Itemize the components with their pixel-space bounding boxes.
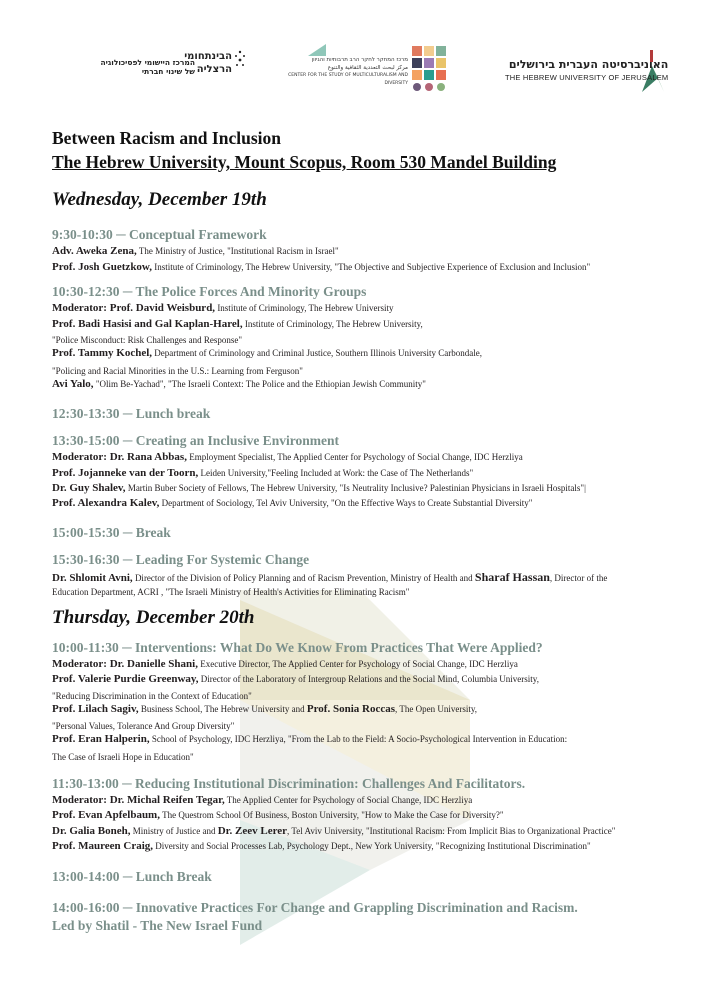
speaker-line <box>52 673 539 685</box>
speaker-detail: Institute of Criminology, The Hebrew University, <box>242 319 423 329</box>
idc-star-icon <box>233 48 247 78</box>
speaker-name: Prof. Maureen Craig, <box>52 840 154 852</box>
speaker-line <box>52 658 518 670</box>
speaker-name: Dr. Galia Boneh, <box>52 825 131 837</box>
applied-center-line-1: המרכז היישומי לפסיכולוגיה <box>100 58 195 67</box>
session-heading: 15:30-16:30 ─ Leading For Systemic Change <box>52 552 310 567</box>
speaker-name: Moderator: Dr. Danielle Shani, <box>52 658 198 670</box>
speaker-line <box>52 794 472 806</box>
speaker-name: Prof. Josh Guetzkow, <box>52 261 153 273</box>
speaker-detail: Diversity and Social Processes Lab, Psychology Dept., New York University, "Recognizing Institutional Discrimination" <box>153 841 591 851</box>
speaker-line <box>52 809 504 821</box>
speaker-line <box>52 302 394 314</box>
center-logo-text <box>288 56 408 88</box>
idc-brand-line-2: הרצליה <box>196 64 232 75</box>
speaker-detail: , Tel Aviv University, "Institutional Racism: From Implicit Bias to Organizational Practice" <box>287 826 616 836</box>
speaker-detail: School of Psychology, IDC Herzliya, "From the Lab to the Field: A Socio-Psychological Intervention in Education: <box>149 734 568 744</box>
session-heading: 15:00-15:30 ─ Break <box>52 525 171 540</box>
speaker-line <box>52 570 607 585</box>
applied-center-logo-text <box>55 58 195 76</box>
speaker-line <box>52 451 523 463</box>
huji-logo-text <box>505 58 668 82</box>
day-heading-thursday: Thursday, December 20th <box>52 607 255 628</box>
speaker-detail: The Applied Center for Psychology of Social Change, IDC Herzliya <box>224 795 473 805</box>
speaker-detail: Martin Buber Society of Fellows, The Hebrew University, "Is Neutrality Inclusive? Palestinian Physicians in Israeli Hospitals"| <box>125 483 586 493</box>
speaker-name: Dr. Shlomit Avni, <box>52 572 133 584</box>
speaker-detail: The Questrom School Of Business, Boston University, "How to Make the Case for Diversity?" <box>159 810 504 820</box>
center-name-english: CENTER FOR THE STUDY OF MULTICULTURALISM AND DIVERSITY <box>288 73 408 86</box>
session-heading: 9:30-10:30 ─ Conceptual Framework <box>52 227 267 242</box>
speaker-detail: Ministry of Justice and <box>130 826 218 836</box>
speaker-name: Prof. Badi Hasisi and Gal Kaplan-Harel, <box>52 318 243 330</box>
speaker-line <box>52 733 567 745</box>
talk-title: "Reducing Discrimination in the Context of Education" <box>52 691 252 701</box>
logo-bar <box>0 40 720 100</box>
speaker-detail: "Olim Be-Yachad", "The Israeli Context: The Police and the Ethiopian Jewish Community" <box>93 379 426 389</box>
speaker-line <box>52 347 482 359</box>
session-heading: 10:00-11:30 ─ Interventions: What Do We Know From Practices That Were Applied? <box>52 640 543 655</box>
session-heading: 10:30-12:30 ─ The Police Forces And Minority Groups <box>52 284 367 299</box>
speaker-name: Prof. Valerie Purdie Greenway, <box>52 673 199 685</box>
center-triangle-icon <box>308 44 326 56</box>
speaker-line <box>52 378 426 390</box>
page-title: Between Racism and Inclusion <box>52 128 281 148</box>
speaker-name: Prof. Tammy Kochel, <box>52 347 153 359</box>
speaker-line <box>52 840 591 852</box>
speaker-name: Prof. Eran Halperin, <box>52 733 150 745</box>
speaker-name: Prof. Evan Apfelbaum, <box>52 809 160 821</box>
speaker-name: Prof. Lilach Sagiv, <box>52 703 139 715</box>
day-heading-wednesday: Wednesday, December 19th <box>52 189 267 210</box>
speaker-detail: Director of the Division of Policy Planning and of Racism Prevention, Ministry of Health and <box>132 573 475 583</box>
speaker-line <box>52 318 423 330</box>
speaker-name: Prof. Alexandra Kalev, <box>52 497 160 509</box>
applied-center-line-2: של שינוי חברתי <box>141 67 195 76</box>
session-subheading: Led by Shatil - The New Israel Fund <box>52 918 263 933</box>
speaker-name: Moderator: Dr. Rana Abbas, <box>52 451 187 463</box>
speaker-name: Sharaf Hassan <box>474 570 550 584</box>
session-heading: 14:00-16:00 ─ Innovative Practices For Change and Grappling Discrimination and Racism. <box>52 900 578 915</box>
speaker-detail: , Director of the <box>549 573 608 583</box>
talk-title: "Personal Values, Tolerance And Group Diversity" <box>52 721 235 731</box>
session-heading: 13:30-15:00 ─ Creating an Inclusive Environment <box>52 433 339 448</box>
venue-heading: The Hebrew University, Mount Scopus, Room 530 Mandel Building <box>52 152 557 172</box>
speaker-detail: , The Open University, <box>395 704 477 714</box>
speaker-detail: Department of Criminology and Criminal Justice, Southern Illinois University Carbondale, <box>152 348 482 358</box>
huji-name-english: THE HEBREW UNIVERSITY OF JERUSALEM <box>505 73 669 82</box>
center-name-arabic: مركز لبحث التعددية الثقافية والتنوع <box>327 65 408 71</box>
huji-name-hebrew: האוניברסיטה העברית בירושלים <box>508 58 669 71</box>
speaker-detail: Business School, The Hebrew University and <box>138 704 307 714</box>
speaker-detail: Department of Sociology, Tel Aviv University, "On the Effective Ways to Create Substantial Diversity" <box>159 498 533 508</box>
speaker-line <box>52 482 586 494</box>
speaker-name: Prof. Sonia Roccas <box>306 703 396 715</box>
speaker-detail: Director of the Laboratory of Intergroup Relations and the Social Mind, Columbia University, <box>198 674 539 684</box>
speaker-name: Adv. Aweka Zena, <box>52 245 137 257</box>
speaker-name: Avi Yalo, <box>52 378 94 390</box>
center-name-hebrew: מרכז המחקר לחקר הרב תרבותיות והגיוון <box>311 57 408 63</box>
speaker-detail: Employment Specialist, The Applied Center for Psychology of Social Change, IDC Herzliya <box>186 452 523 462</box>
speaker-name: Moderator: Prof. David Weisburd, <box>52 302 216 314</box>
session-heading: 12:30-13:30 ─ Lunch break <box>52 406 211 421</box>
speaker-detail: Leiden University,"Feeling Included at Work: the Case of The Netherlands" <box>198 468 474 478</box>
session-heading: 13:00-14:00 ─ Lunch Break <box>52 869 212 884</box>
speaker-line <box>52 703 477 715</box>
speaker-line <box>52 497 532 509</box>
talk-title: Education Department, ACRI , "The Israeli Ministry of Health's Activities for Eliminating Racism" <box>52 587 410 597</box>
idc-brand-line-1: הבינתחומי <box>184 51 232 62</box>
speaker-name: Prof. Jojanneke van der Toorn, <box>52 467 199 479</box>
speaker-name: Dr. Guy Shalev, <box>52 482 126 494</box>
speaker-name: Moderator: Dr. Michal Reifen Tegar, <box>52 794 225 806</box>
speaker-detail: Executive Director, The Applied Center for Psychology of Social Change, IDC Herzliya <box>197 659 518 669</box>
talk-title: The Case of Israeli Hope in Education" <box>52 752 194 762</box>
talk-title: "Police Misconduct: Risk Challenges and Response" <box>52 335 243 345</box>
speaker-line <box>52 825 615 837</box>
center-logo-icon <box>410 44 450 92</box>
talk-title: "Policing and Racial Minorities in the U.S.: Learning from Ferguson" <box>52 366 303 376</box>
speaker-line <box>52 467 473 479</box>
speaker-detail: The Ministry of Justice, "Institutional Racism in Israel" <box>136 246 339 256</box>
session-heading: 11:30-13:00 ─ Reducing Institutional Discrimination: Challenges And Facilitators. <box>52 776 526 791</box>
speaker-name: Dr. Zeev Lerer <box>217 825 288 837</box>
speaker-line <box>52 245 339 257</box>
speaker-detail: Institute of Criminology, The Hebrew University <box>215 303 394 313</box>
speaker-line <box>52 261 590 273</box>
speaker-detail: Institute of Criminology, The Hebrew University, "The Objective and Subjective Experience of Exclusion and Inclusion" <box>152 262 591 272</box>
